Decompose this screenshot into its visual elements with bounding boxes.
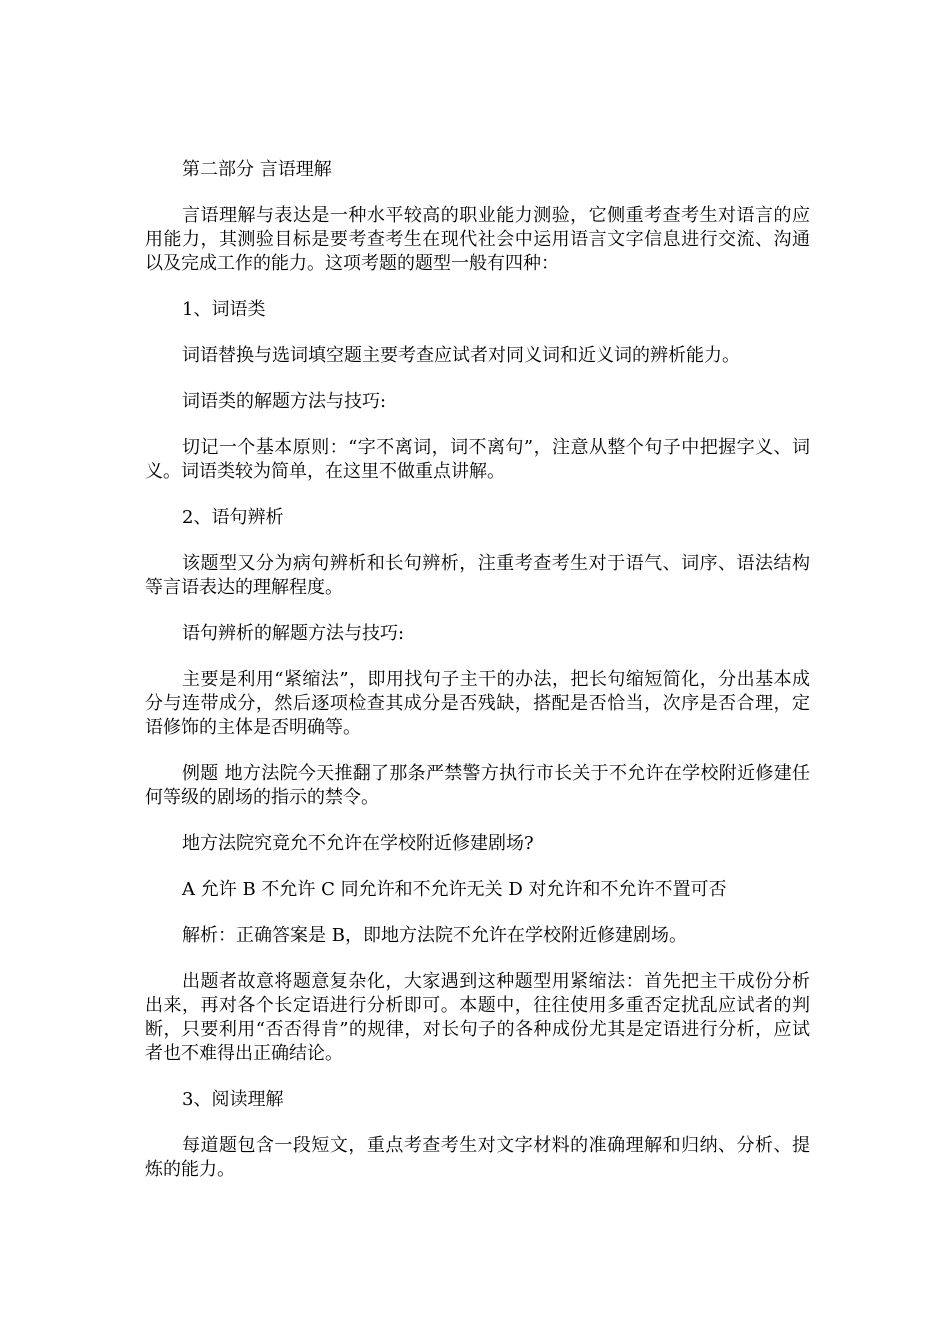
intro-paragraph: 言语理解与表达是一种水平较高的职业能力测验，它侧重考查考生对语言的应用能力，其测验目标是要考查考生在现代社会中运用语言文字信息进行交流、沟通以及完成工作的能力。这项考题的题型一般有四种： bbox=[145, 205, 810, 274]
section-title: 第二部分 言语理解 bbox=[182, 159, 332, 180]
answer-explanation: 解析：正确答案是 B，即地方法院不允许在学校附近修建剧场。 bbox=[182, 925, 687, 946]
subheading-sentence-analysis: 2、语句辨析 bbox=[182, 507, 284, 528]
example-question: 例题 地方法院今天推翻了那条严禁警方执行市长关于不允许在学校附近修建任何等级的剧场的指示的禁令。 bbox=[145, 763, 810, 808]
paragraph: 语句辨析的解题方法与技巧: bbox=[182, 623, 405, 644]
paragraph: 切记一个基本原则：“字不离词，词不离句”，注意从整个句子中把握字义、词义。词语类较为简单，在这里不做重点讲解。 bbox=[145, 437, 810, 482]
paragraph: 词语类的解题方法与技巧: bbox=[182, 391, 387, 412]
question-prompt: 地方法院究竟允不允许在学校附近修建剧场? bbox=[182, 833, 534, 854]
paragraph: 主要是利用“紧缩法”，即用找句子主干的办法，把长句缩短简化，分出基本成分与连带成分，然后逐项检查其成分是否残缺，搭配是否恰当，次序是否合理，定语修饰的主体是否明确等。 bbox=[145, 669, 810, 738]
document-page bbox=[145, 158, 810, 1204]
paragraph: 出题者故意将题意复杂化，大家遇到这种题型用紧缩法：首先把主干成份分析出来，再对各个长定语进行分析即可。本题中，往往使用多重否定扰乱应试者的判断，只要利用“否否得肯”的规律，对长句子的各种成份尤其是定语进行分析，应试者也不难得出正确结论。 bbox=[145, 971, 810, 1064]
answer-options: A 允许 B 不允许 C 同允许和不允许无关 D 对允许和不允许不置可否 bbox=[182, 879, 727, 900]
paragraph: 该题型又分为病句辨析和长句辨析，注重考查考生对于语气、词序、语法结构等言语表达的理解程度。 bbox=[145, 553, 810, 598]
paragraph: 每道题包含一段短文，重点考查考生对文字材料的准确理解和归纳、分析、提炼的能力。 bbox=[145, 1135, 810, 1180]
subheading-reading-comprehension: 3、阅读理解 bbox=[182, 1089, 284, 1110]
paragraph: 词语替换与选词填空题主要考查应试者对同义词和近义词的辨析能力。 bbox=[182, 345, 740, 366]
subheading-word-category: 1、词语类 bbox=[182, 299, 266, 320]
